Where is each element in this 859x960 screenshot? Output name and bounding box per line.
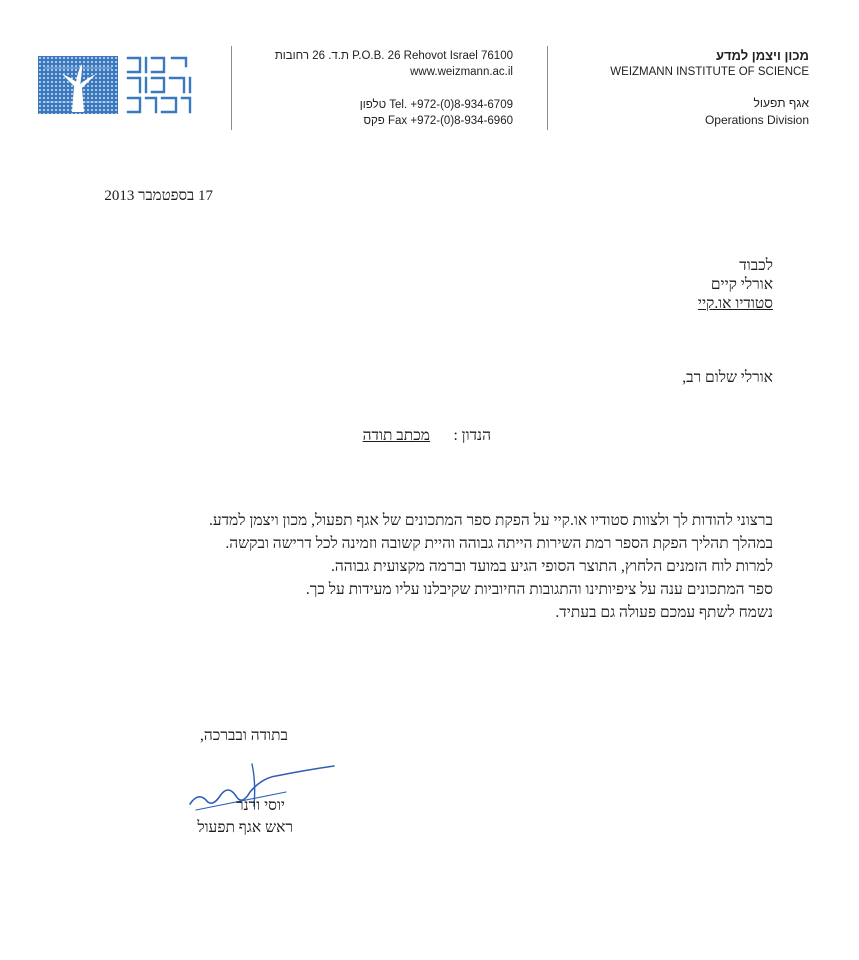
letter-date: 17 בספטמבר 2013 [104,188,213,204]
header-division-hebrew: אגף תפעול [753,96,809,110]
body-line-2: במהלך תהליך הפקת הספר רמת השירות הייתה גבוהה והיית קשובה וזמינה לכל דרישה ובקשה. [225,535,773,552]
institute-logo-emblem [38,56,118,114]
header-address: ת.ד. 26 רחובות P.O.B. 26 Rehovot Israel 76100 [274,50,513,62]
header-fax: פקס Fax +972-(0)8-934-6960 [363,115,513,127]
body-line-4: ספר המתכונים ענה על ציפיותינו והתגובות החיוביות שקיבלנו עליו מעידות על כך. [305,581,773,598]
header-division-english: Operations Division [704,113,809,127]
header-divider-left [231,46,232,130]
recipient-line-1: לכבוד [739,257,773,274]
subject-label: הנדון : [453,427,491,444]
body-line-3: למרות לוח הזמנים הלחוץ, התוצר הסופי הגיע במועד וברמה מקצועית גבוהה. [330,558,773,575]
header-phone: טלפון Tel. +972-(0)8-934-6709 [359,99,513,111]
header-org-english: WEIZMANN INSTITUTE OF SCIENCE [610,66,809,78]
institute-logo-wordmark [124,54,194,118]
subject-value: מכתב תודה [362,427,430,444]
recipient-line-2: אורלי קיים [710,276,773,293]
closing: בתודה ובברכה, [199,727,288,744]
body-line-5: נשמח לשתף עמכם פעולה גם בעתיד. [555,604,773,621]
header-org-hebrew: מכון ויצמן למדע [715,48,809,63]
signer-title: ראש אגף תפעול [197,819,293,836]
body-line-1: ברצוני להודות לך ולצוות סטודיו או.קיי על הפקת ספר המתכונים של אגף תפעול, מכון ויצמן למדע. [208,512,773,529]
signer-name: יוסי ורנר [235,797,285,814]
greeting: אורלי שלום רב, [682,369,773,386]
header-divider-right [547,46,548,130]
recipient-line-3: סטודיו או.קיי [697,295,773,312]
header-website[interactable]: www.weizmann.ac.il [410,66,513,78]
